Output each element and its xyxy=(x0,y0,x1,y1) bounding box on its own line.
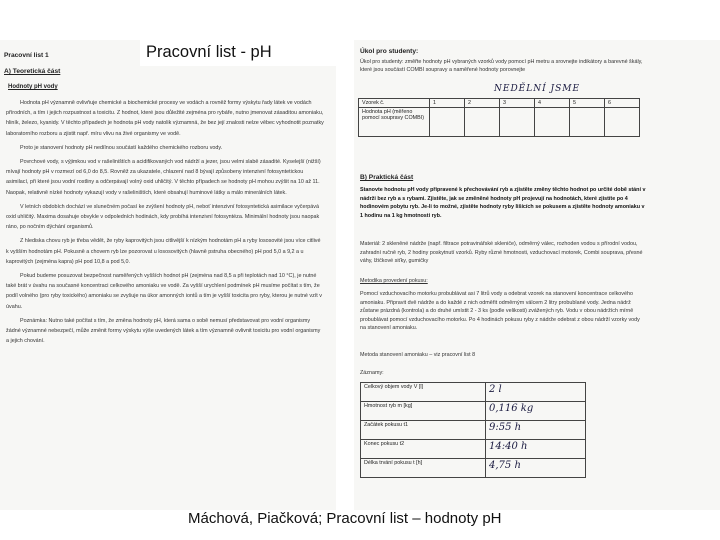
paragraph: Povrchové vody, s výjimkou vod v rašeliništích a acidifikovaných vod nádrží a jezer, jsou velmi slabě zásadité. Kyselejší (nižší) mívají hodnoty pH v rozmezí od 6,0 do 8,5. Rovněž za ukazatele, chlazení nad 8 bývají způsobeny intenzivní fotosyntetickou asimilací, při které jsou vodní rostliny a odčerpávají volný oxid uhličitý. V těchto případech se hodnoty pH mohou zvýšit na 10 až 11. Naopak, relativně nízké hodnoty vykazují vody v rašeliništích, které obsahují huminové látky a málo minerálních látek. xyxy=(6,159,321,196)
paragraph: V letních obdobích dochází ve slunečném počasí ke zvýšení hodnoty pH, neboť intenzivní fotosyntetická asimilace vyčerpává oxid uhličitý. Maxima dosahuje obvykle v odpoledních hodinách, kdy probíhá intenzivní fotosyntéza. Minimální hodnoty jsou naopak ráno, po nočním dýchání organismů. xyxy=(6,203,320,231)
table-cell: 2 l xyxy=(486,383,586,402)
table-cell: 9:55 h xyxy=(486,421,586,440)
ph-table-row xyxy=(359,108,640,137)
right-scan-page xyxy=(354,40,720,510)
table-row xyxy=(361,459,586,478)
paragraph: Pokud budeme posuzovat bezpečnost naměřených vyšších hodnot pH (zejména nad 8,5 a při teplotách nad 10 °C), je nutné také brát v úvahu na současné koncentraci celkového amoniaku ve vodě. Za vyšší urychlení podmínek pH musíme počítat s tím, že podíl volného (pro ryby toxického) amoniaku se zvyšuje na úkor amonných iontů a tím je vyšší toxicita pro ryby, kterou je nutné vzít v úvahu. xyxy=(6,273,322,310)
table-cell: Konec pokusu t2 xyxy=(361,440,486,459)
records-header: Záznamy: xyxy=(360,370,384,376)
subheading: Hodnoty pH vody xyxy=(8,84,58,90)
paragraph: Proto je stanovení hodnoty pH nedílnou součástí každého chemického rozboru vody. xyxy=(20,144,223,151)
table-cell: Hmotnost ryb m [kg] xyxy=(361,402,486,421)
table-row xyxy=(361,440,586,459)
table-cell: Celkový objem vody V [l] xyxy=(361,383,486,402)
table-cell: 2 xyxy=(465,99,500,108)
table-cell: 0,116 kg xyxy=(486,402,586,421)
table-cell: 14:40 h xyxy=(486,440,586,459)
table-cell: 3 xyxy=(500,99,535,108)
paragraph: Z hlediska chovu ryb je třeba vědět, že ryby kaprovitých jsou citlivější k nízkým hodnotám pH a ryby lososovité jsou více citlivé k vyšším hodnotám pH. Pokusně a chovem ryb lze pozorovat u lososovitých (hlavně pstruha obecného) pH pod 5,0 a 9,2 a u kaprovitých (zejména kapra) pH pod 10,8 a pod 5,0. xyxy=(6,238,321,265)
table-row xyxy=(361,421,586,440)
table-row xyxy=(361,383,586,402)
table-cell: 4 xyxy=(535,99,570,108)
table-cell: Vzorek č. xyxy=(359,99,430,108)
left-body xyxy=(6,98,324,350)
handwritten-note: NEDĚLNÍ JSME xyxy=(494,84,581,94)
method-text: Pomocí vzduchovacího motorku probublávat asi 7 litrů vody a odebrat vzorek na stanovení koncentrace celkového amoniaku. Připravit dvě nádrže a do každé z nich odměřit odměrným válcem 2 litry probublané vody. Jedna nádrž zůstane prázdná (kontrola) a do druhé umístit 2 - 3 ks (podle velikosti) zvážených ryb. Vodu v obou nádržích mírně probublávat pomocí vzduchovacího motorku. Po 4 hodinách pokusu ryby z nádrže odebrat z obou nádrží vzorky vody na stanovení amoniaku. xyxy=(360,291,640,332)
section-a-heading: A) Teoretická část xyxy=(4,68,61,75)
table-cell: 6 xyxy=(605,99,640,108)
table-cell: Hodnota pH (měřeno pomocí soupravy COMBI) xyxy=(359,108,430,137)
slide-caption: Máchová, Piačková; Pracovní list – hodnoty pH xyxy=(188,510,502,527)
paragraph: Hodnota pH významně ovlivňuje chemické a biochemické procesy ve vodách a rovněž formy výskytu řady látek ve vodách přírodních, a tím i jejich rozpustnost a toxicitu. Z hodnot, které jsou důležité zejména pro rybáře, nutno jmenovat zásaditou amoniaku, hliník, železo, kyanidy. V těchto případech je hodnota pH vody natolik významná, že bez její znalosti nelze věbec vyhodnotit poznatky laboratorního rozboru a zjistit např. míru vlivu na živé organismy ve vodě. xyxy=(6,100,324,137)
task-header: Úkol pro studenty: xyxy=(360,48,419,55)
ph-table xyxy=(358,98,640,137)
table-cell: 5 xyxy=(570,99,605,108)
task-b: Stanovte hodnotu pH vody připravené k přechovávání ryb a zjistěte změny těchto hodnot po určité době stání v nádrži bez ryb a s rybami. Zjistěte, jak se změněné hodnoty pH projevují na hodnotách, které zjistíte po 4 hodinovém pobytu ryb. Je-li to možné, zjistěte hodnoty ryby lišících se pokusem a zjistěte hodnoty amoniaku v 1 hodinu na 1 kg hmotnosti ryb. xyxy=(360,187,646,219)
method-header: Metodika provedení pokusu: xyxy=(360,278,428,284)
materials: Materiál: 2 skleněné nádrže (např. filtrace potravinářské skleniče), odměrný válec, rozhoden vodou s přírodní vodou, zahradní ručně ryb, 2 hodiny poskytnutí vzorků. Ryby různé hmotnosti, vzduchovací motorek, Combi souprava, přesné váhy, lžičkové siťky, gumičky xyxy=(360,241,643,265)
slide-title: Pracovní list - pH xyxy=(140,38,352,66)
worksheet-title: Pracovní list 1 xyxy=(4,52,49,59)
table-cell: 1 xyxy=(430,99,465,108)
method-amoniak: Metoda stanovení amoniaku – viz pracovní list 8 xyxy=(360,352,476,358)
records-table xyxy=(360,382,586,478)
section-b-heading: B) Praktická část xyxy=(360,174,414,181)
ph-table-header xyxy=(359,99,640,108)
table-cell: Začátek pokusu t1 xyxy=(361,421,486,440)
table-row xyxy=(361,402,586,421)
left-scan-page xyxy=(0,40,336,510)
note-paragraph: Poznámka: Nutno také počítat s tím, že změna hodnoty pH, která sama o sobě nemusí představovat pro vodní organismy žádné významné nebezpečí, může změnit formy výskytu výše uvedených látek a tím významně ovlivnit toxicitu pro vodní organismy a jejich chování. xyxy=(6,317,321,345)
table-cell: 4,75 h xyxy=(486,459,586,478)
task-text: Úkol pro studenty: změřte hodnoty pH vybraných vzorků vody pomocí pH metru a srovnejte indikátory a barevné škály, které jsou součástí COMBI soupravy a naměřené hodnoty porovnejte xyxy=(360,59,643,74)
table-cell: Délka trvání pokusu t [h] xyxy=(361,459,486,478)
